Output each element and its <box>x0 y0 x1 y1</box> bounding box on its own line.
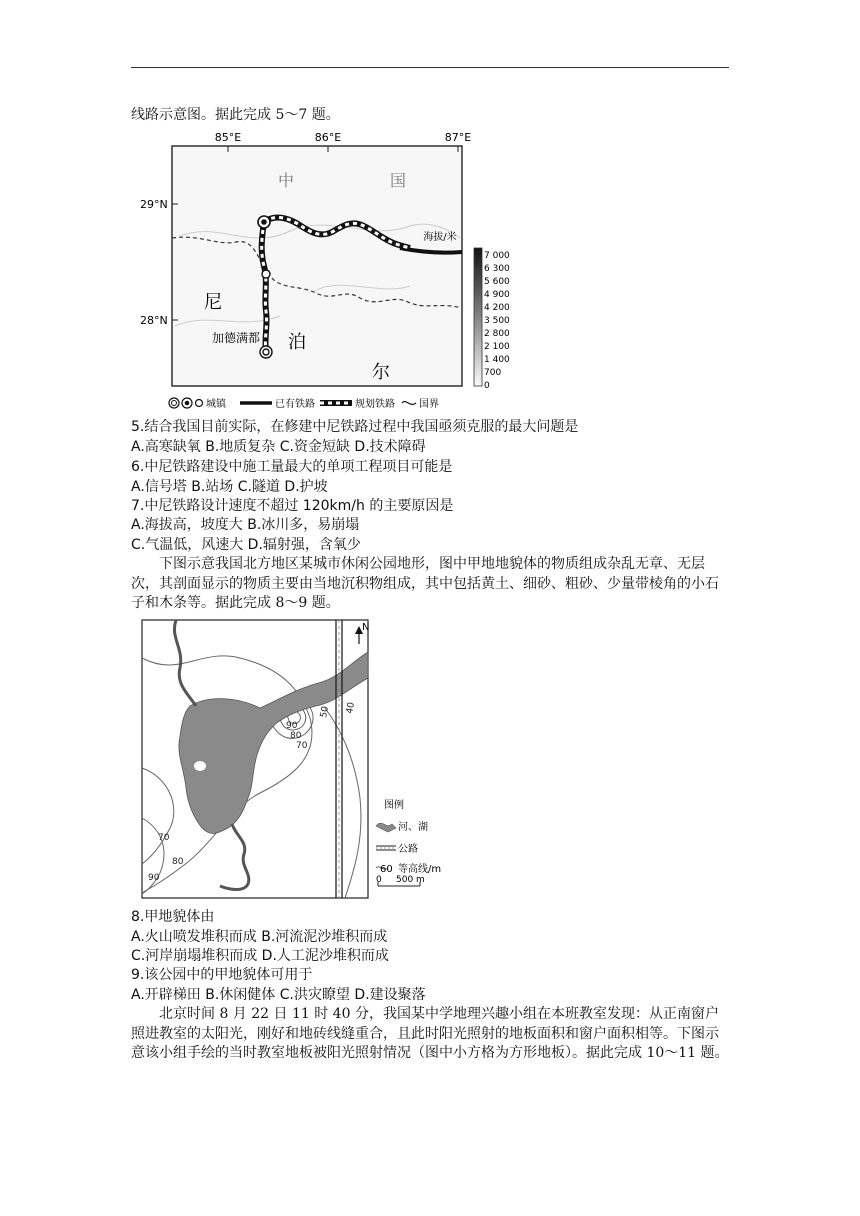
q7-options-1: A.海拔高，坡度大 B.冰川多，易崩塌 <box>131 517 360 533</box>
svg-text:80: 80 <box>172 857 184 867</box>
label-kathmandu: 加德满都 <box>212 331 261 345</box>
svg-text:0: 0 <box>484 381 490 391</box>
svg-text:80: 80 <box>290 731 302 741</box>
svg-text:2 100: 2 100 <box>484 342 510 352</box>
svg-text:2 800: 2 800 <box>484 329 510 339</box>
park-topographic-map <box>140 618 460 902</box>
elevation-bar <box>474 248 482 386</box>
q9-stem: 9.该公园中的甲地貌体可用于 <box>131 967 313 983</box>
elev-title: 海拔/米 <box>423 232 457 243</box>
svg-text:5 600: 5 600 <box>484 277 510 287</box>
svg-text:图例: 图例 <box>384 800 404 811</box>
sunlight-intro-paragraph: 北京时间 8 月 22 日 11 时 40 分，我国某中学地理兴趣小组在本班教室发现：从正南窗户照进教室的太阳光，刚好和地砖线缝重合，且此时阳光照射的地板面积和窗户面积相等。下图示意该小组手绘的当时教室地板被阳光照射情况（图中小方格为方形地板）。据此完成 10～11 题。 <box>131 1006 729 1061</box>
svg-text:已有铁路: 已有铁路 <box>275 399 315 410</box>
svg-text:70: 70 <box>296 741 308 751</box>
svg-text:7 000: 7 000 <box>484 251 510 261</box>
svg-text:700: 700 <box>484 368 502 378</box>
lon-label: 87°E <box>444 131 472 144</box>
map2-legend <box>376 798 441 886</box>
q9-options: A.开辟梯田 B.休闲健体 C.洪灾瞭望 D.建设聚落 <box>131 987 426 1003</box>
svg-text:等高线/m: 等高线/m <box>398 864 442 875</box>
svg-text:90: 90 <box>286 721 298 731</box>
q6-stem: 6.中尼铁路建设中施工量最大的单项工程项目可能是 <box>131 459 453 475</box>
map-frame <box>172 146 462 386</box>
q6-options: A.信号塔 B.站场 C.隧道 D.护坡 <box>131 479 328 495</box>
q5-stem: 5.结合我国目前实际，在修建中尼铁路过程中我国亟须克服的最大问题是 <box>131 419 579 435</box>
park-intro-paragraph: 下图示意我国北方地区某城市休闲公园地形，图中甲地地貌体的物质组成杂乱无章、无层次，其剖面显示的物质主要由当地沉积物组成，其中包括黄土、细砂、粗砂、少量带棱角的小石子和木条等。据此完成 8～9 题。 <box>131 556 719 611</box>
svg-text:1 400: 1 400 <box>484 355 510 365</box>
lon-label: 85°E <box>214 131 242 144</box>
svg-text:90: 90 <box>148 873 160 883</box>
label-guo: 国 <box>390 171 407 190</box>
lon-label: 86°E <box>314 131 342 144</box>
svg-text:60: 60 <box>380 864 393 875</box>
q7-options-2: C.气温低，风速大 D.辐射强，含氧少 <box>131 537 361 553</box>
q7-stem: 7.中尼铁路设计速度不超过 120km/h 的主要原因是 <box>131 498 454 514</box>
q8-stem: 8.甲地貌体由 <box>131 909 215 925</box>
town-marker <box>262 270 270 278</box>
svg-text:城镇: 城镇 <box>206 399 226 410</box>
label-ni: 尼 <box>204 292 222 313</box>
svg-text:规划铁路: 规划铁路 <box>355 399 395 410</box>
svg-text:河、湖: 河、湖 <box>398 822 428 833</box>
svg-text:3 500: 3 500 <box>484 316 510 326</box>
svg-text:0: 0 <box>376 875 382 885</box>
intro-line: 线路示意图。据此完成 5～7 题。 <box>131 107 340 123</box>
svg-text:4 200: 4 200 <box>484 303 510 313</box>
railway-map <box>140 126 510 416</box>
q5-options: A.高寒缺氧 B.地质复杂 C.资金短缺 D.技术障碍 <box>131 439 426 455</box>
north-label: N <box>362 622 370 633</box>
header-rule <box>131 67 729 68</box>
lat-label: 28°N <box>140 314 168 327</box>
label-zhong: 中 <box>278 171 295 190</box>
lake-island <box>194 761 206 771</box>
map-legend <box>169 397 439 410</box>
label-er: 尔 <box>372 362 390 383</box>
svg-text:公路: 公路 <box>398 844 418 855</box>
q8-options-1: A.火山喷发堆积而成 B.河流泥沙堆积而成 <box>131 929 388 945</box>
svg-text:6 300: 6 300 <box>484 264 510 274</box>
label-bo: 泊 <box>288 332 306 353</box>
svg-text:4 900: 4 900 <box>484 290 510 300</box>
lat-label: 29°N <box>140 198 168 211</box>
svg-text:70: 70 <box>158 833 170 843</box>
svg-text:50: 50 <box>319 705 331 719</box>
svg-text:40: 40 <box>345 701 357 715</box>
svg-text:国界: 国界 <box>419 399 439 410</box>
svg-text:500 m: 500 m <box>396 875 425 885</box>
q8-options-2: C.河岸崩塌堆积而成 D.人工泥沙堆积而成 <box>131 948 389 964</box>
